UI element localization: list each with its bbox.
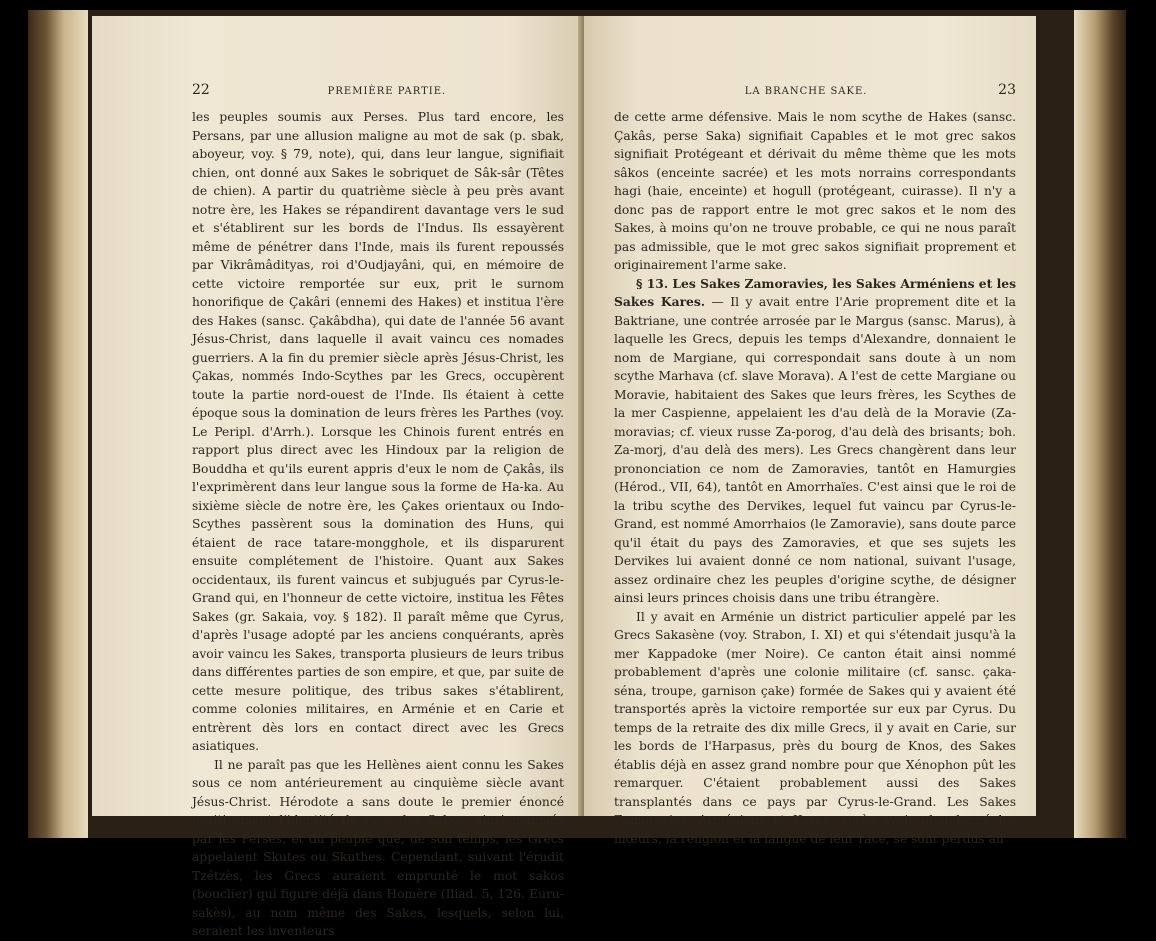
left-running-head: PREMIÈRE PARTIE. bbox=[327, 86, 447, 97]
left-page-body bbox=[192, 108, 564, 941]
section-13-text: — Il y avait entre l'Arie proprement dite et la Baktriane, une contrée arrosée par le Margus (sansc. Marus), à laquelle les Grecs, depuis les temps d'Alexandre, donnaient le nom de Margiane, qui correspondait sans doute à un nom scythe Marhava (cf. slave Morava). A l'est de cette Margiane ou Moravie, habitaient des Sakes que leurs frères, les Scythes de la mer Caspienne, appelaient les d'au delà de la Moravie (Za-moravias; cf. vieux russe Za-porog, d'au delà des brisants; boh. Za-morj, d'au delà des mers). Les Grecs changèrent dans leur prononciation ce nom de Zamoravies, tantôt en Hamurgies (Hérod., VII, 64), tantôt en Amorrhaïes. C'est ainsi que le roi de la tribu scythe des Dervikes, lequel fut vaincu par Cyrus-le-Grand, est nommé Amorrhaios (le Zamoravie), sans doute parce qu'il était du pays des Zamoravies, et que ses sujets les Dervikes lui avaient donné ce nom national, suivant l'usage, assez ordinaire chez les peuples d'origine scythe, de désigner ainsi leurs princes choisis dans une tribu étrangère. bbox=[614, 295, 1017, 605]
left-paragraph-2: Il ne paraît pas que les Hellènes aient connu les Sakes sous ce nom antérieurement au cinquième siècle avant Jésus-Christ. Hérodote a sans doute le premier énoncé positivement l'identité de race des Sakes, ainsi nommés par les Perses, et du peuple que, de son temps, les Grecs appelaient Skutes ou Skuthes. Cependant, suivant l'érudit Tzétzès, les Grecs auraient emprunté le mot sakos (bouclier) qui figure déjà dans Homère (Iliad. 5, 126. Euru-sakès), au nom même des Sakes, lesquels, selon lui, seraient les inventeurs bbox=[192, 757, 564, 938]
left-page-number: 22 bbox=[192, 82, 210, 98]
section-heading: § 13. Les Sakes Zamoravies, les Sakes Arméniens et les Sakes Kares. bbox=[614, 275, 1016, 309]
right-running-head: LA BRANCHE SAKE. bbox=[744, 86, 868, 97]
left-page-header bbox=[192, 82, 564, 100]
page-edges-left bbox=[28, 10, 88, 838]
right-page bbox=[584, 16, 1036, 846]
left-page bbox=[92, 16, 582, 938]
page-edges-right bbox=[1074, 10, 1126, 838]
right-paragraph-1: de cette arme défensive. Mais le nom scythe de Hakes (sansc. Çakâs, perse Saka) signifiait Capables et le mot grec sakos signifiait Protégeant et dérivait du même thème que les mots sâkos (enceinte sacrée) et les mots norrains correspondants hagi (haie, enceinte) et hogull (protégeant, cuirasse). Il n'y a donc pas de rapport entre le mot grec sakos et le nom des Sakes, à moins qu'on ne trouve probable, ce qui ne nous paraît pas admissible, que le mot grec sakos signifiait proprement et originairement l'arme sake. bbox=[614, 110, 1016, 272]
right-page-header bbox=[614, 82, 1016, 100]
right-paragraph-2 bbox=[614, 275, 1016, 608]
right-paragraph-3: Il y avait en Arménie un district particulier appelé par les Grecs Sakasène (voy. Strabon, I. XI) et qui s'étendait jusqu'à la mer Kappadoke (mer Noire). Ce canton était ainsi nommé probablement d'après une colonie militaire (cf. sansc. çaka-séna, troupe, garnison çake) formée de Sakes qui y avaient été transportés après la victoire remportée sur eux par Cyrus. Du temps de la retraite des dix mille Grecs, il y avait en Carie, sur les bords de l'Harpasus, près du bourg de Knos, des Sakes établis déjà en assez grand nombre pour que Xénophon pût les remarquer. C'étaient probablement aussi des Sakes transplantés dans ce pays par Cyrus-le-Grand. Les Sakes Zamoravies, Arméniens et Kares, après avoir abandonné les mœurs, la religion et la langue de leur race, se sont perdus au bbox=[614, 609, 1016, 846]
left-paragraph-1: les peuples soumis aux Perses. Plus tard encore, les Persans, par une allusion maligne au mot de sak (p. sbak, aboyeur, voy. § 79, note), qui, dans leur langue, signifiait chien, ont donné aux Sakes le sobriquet de Sâk-sâr (Têtes de chien). A partir du quatrième siècle à peu près avant notre ère, les Hakes se répandirent davantage vers le sud et s'établirent sur les bords de l'Indus. Ils essayèrent même de pénétrer dans l'Inde, mais ils furent repoussés par Vikrâmâdityas, roi d'Oudjayâni, qui, en mémoire de cette victoire remportée sur eux, prit le surnom honorifique de Çakâri (ennemi des Hakes) et institua l'ère des Hakes (sansc. Çakâbdha), qui date de l'année 56 avant Jésus-Christ, dans laquelle il avait vaincu ces nomades guerriers. A la fin du premier siècle après Jésus-Christ, les Çakas, nommés Indo-Scythes par les Grecs, occupèrent toute la partie nord-ouest de l'Inde. Ils étaient à cette époque sous la domination de leurs frères les Parthes (voy. Le Peripl. d'Arrh.). Lorsque les Chinois furent entrés en rapport plus direct avec les Hindoux par la religion de Bouddha et qu'ils eurent appris d'eux le nom de Çakâs, ils l'exprimèrent dans leur langue sous la forme de Ha-ka. Au sixième siècle de notre ère, les Çakes orientaux ou Indo-Scythes passèrent sous la domination des Huns, qui étaient de race tatare-mongghole, et ils disparurent ensuite complétement de l'histoire. Quant aux Sakes occidentaux, ils furent vaincus et subjugués par Cyrus-le-Grand qui, en l'honneur de cette victoire, institua les Fêtes Sakes (gr. Sakaia, voy. § 182). Il paraît même que Cyrus, d'après l'usage adopté par les anciens conquérants, après avoir vaincu les Sakes, transporta plusieurs de leurs tribus dans différentes parties de son empire, et que, par suite de cette mesure politique, des tribus sakes s'établirent, comme colonies militaires, en Arménie et en Carie et entrèrent dès lors en contact direct avec les Grecs asiatiques. bbox=[192, 110, 564, 753]
right-page-body bbox=[614, 108, 1016, 848]
right-page-number: 23 bbox=[998, 82, 1016, 98]
